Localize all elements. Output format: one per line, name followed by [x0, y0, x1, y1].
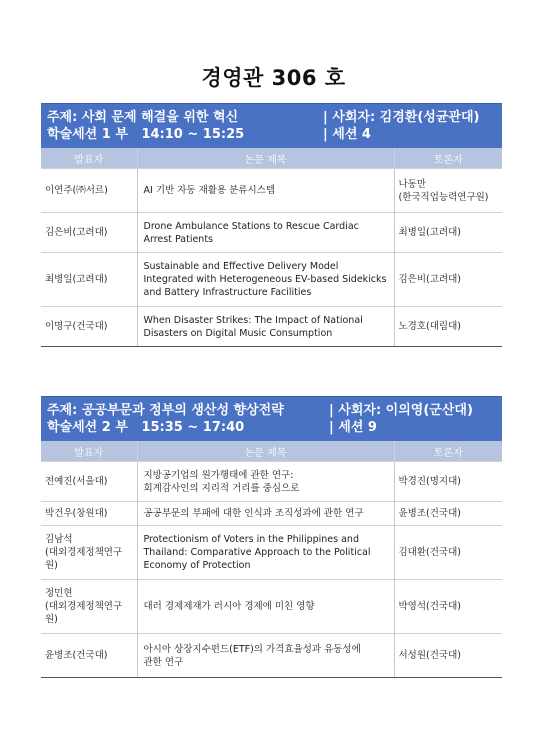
session-topic: 주제: 공공부문과 정부의 생산성 향상전략 — [47, 403, 284, 418]
table-row — [41, 213, 502, 253]
presenter-cell: 이명구(건국대) — [41, 307, 137, 347]
paper-title-cell: 아시아 상장지수펀드(ETF)의 가격효율성과 유동성에 관한 연구 — [137, 634, 394, 678]
paper-title-cell: 지방공기업의 원가행태에 관한 연구: 회계감사인의 지리적 거리를 중심으로 — [137, 462, 394, 502]
paper-title-cell: When Disaster Strikes: The Impact of National Disasters on Digital Music Consumption — [137, 307, 394, 347]
discussant-cell: 최병일(고려대) — [394, 213, 502, 253]
session-table — [41, 148, 502, 347]
presenter-cell: 김은비(고려대) — [41, 213, 137, 253]
paper-title-cell: Protectionism of Voters in the Philippines and Thailand: Comparative Approach to the Political Economy of Protection — [137, 526, 394, 580]
presenter-cell: 김남석 (대외경제정책연구원) — [41, 526, 137, 580]
discussant-cell: 윤병조(건국대) — [394, 502, 502, 526]
column-header-discussant: 토론자 — [394, 441, 502, 462]
discussant-cell: 노경호(대림대) — [394, 307, 502, 347]
paper-title-cell: Sustainable and Effective Delivery Model Integrated with Heterogeneous EV-based Sidekicks and Battery Infrastructure Facilities — [137, 253, 394, 307]
session-table — [41, 441, 502, 678]
column-header-presenter: 발표자 — [41, 441, 137, 462]
discussant-cell: 나동만 (한국직업능력연구원) — [394, 169, 502, 213]
table-row — [41, 307, 502, 347]
table-row — [41, 502, 502, 526]
presenter-cell: 이연주(㈜서르) — [41, 169, 137, 213]
discussant-cell: 서성원(건국대) — [394, 634, 502, 678]
session-topic: 주제: 사회 문제 해결을 위한 혁신 — [47, 110, 239, 125]
table-row — [41, 580, 502, 634]
session-block-2 — [41, 396, 502, 678]
table-header-row — [41, 148, 502, 169]
presenter-cell: 전예진(서울대) — [41, 462, 137, 502]
discussant-cell: 박경진(명지대) — [394, 462, 502, 502]
column-header-discussant: 토론자 — [394, 148, 502, 169]
table-row — [41, 253, 502, 307]
presenter-cell: 최병일(고려대) — [41, 253, 137, 307]
page-title: 경영관 306 호 — [201, 66, 346, 90]
session-number: | 세션 4 — [323, 127, 371, 142]
presenter-cell: 박건우(창원대) — [41, 502, 137, 526]
session-time: 학술세션 1 부 14:10 ~ 15:25 — [47, 127, 245, 142]
paper-title-cell: 공공부문의 부패에 대한 인식과 조직성과에 관한 연구 — [137, 502, 394, 526]
table-row — [41, 169, 502, 213]
column-header-paper: 논문 제목 — [137, 148, 394, 169]
discussant-cell: 김은비(고려대) — [394, 253, 502, 307]
session-moderator: | 사회자: 김경환(성균관대) — [323, 110, 480, 125]
column-header-paper: 논문 제목 — [137, 441, 394, 462]
session-number: | 세션 9 — [329, 420, 377, 435]
column-header-presenter: 발표자 — [41, 148, 137, 169]
session-block-1 — [41, 103, 502, 347]
session-moderator: | 사회자: 이의영(군산대) — [329, 403, 473, 418]
table-row — [41, 634, 502, 678]
session-time: 학술세션 2 부 15:35 ~ 17:40 — [47, 420, 245, 435]
discussant-cell: 김대환(건국대) — [394, 526, 502, 580]
paper-title-cell: Drone Ambulance Stations to Rescue Cardiac Arrest Patients — [137, 213, 394, 253]
presenter-cell: 윤병조(건국대) — [41, 634, 137, 678]
session-header — [41, 103, 502, 148]
table-row — [41, 526, 502, 580]
session-header — [41, 396, 502, 441]
discussant-cell: 박영석(건국대) — [394, 580, 502, 634]
table-header-row — [41, 441, 502, 462]
table-row — [41, 462, 502, 502]
paper-title-cell: 대러 경제제재가 러시아 경제에 미친 영향 — [137, 580, 394, 634]
paper-title-cell: AI 기반 자동 재활용 분류시스템 — [137, 169, 394, 213]
presenter-cell: 정민현 (대외경제정책연구원) — [41, 580, 137, 634]
